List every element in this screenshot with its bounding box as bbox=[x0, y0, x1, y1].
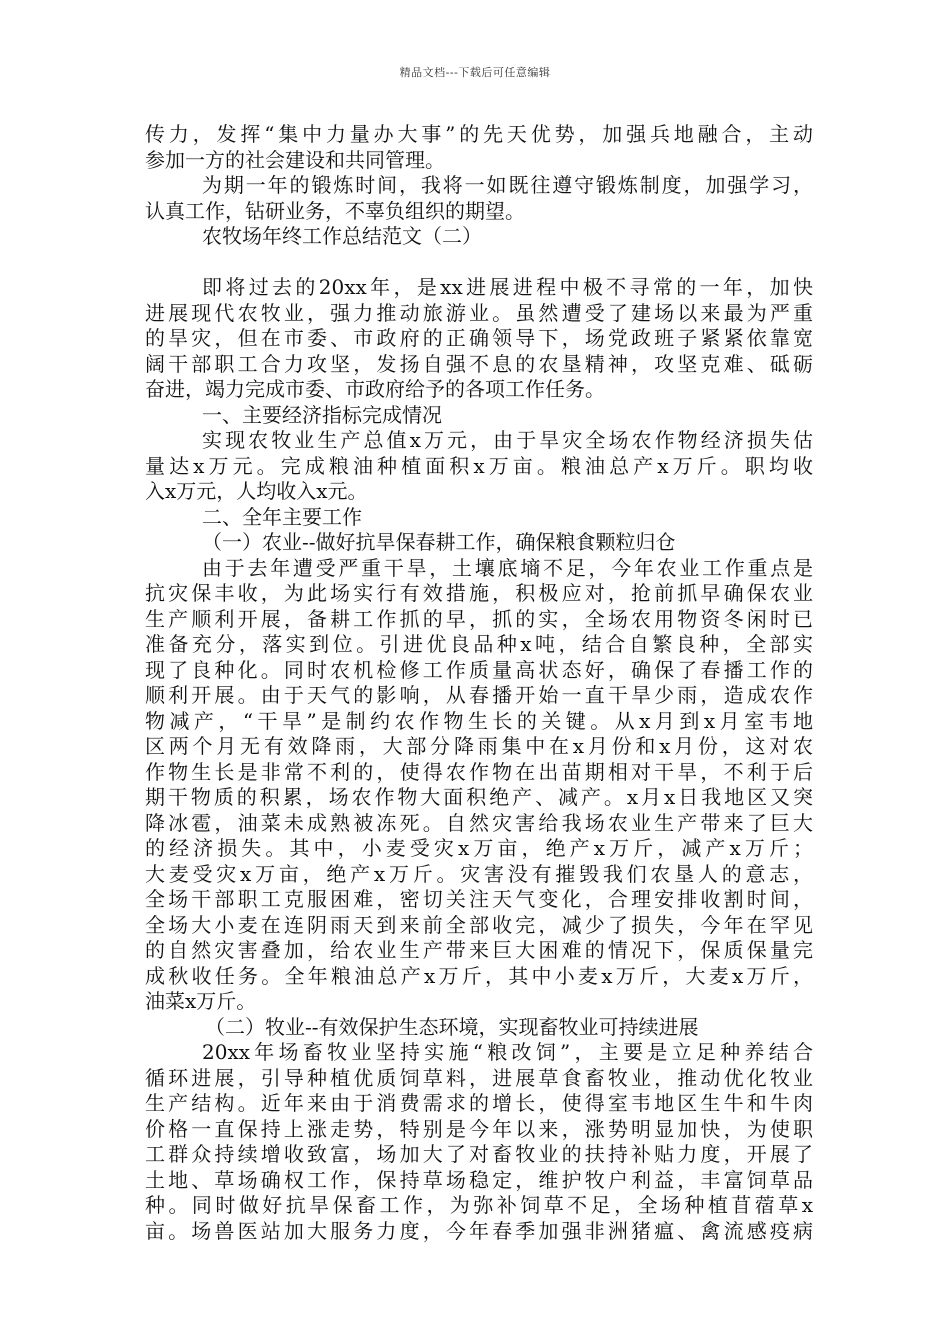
text-line: 全场大小麦在连阴雨天到来前全部收完，减少了损失，今年在罕见 bbox=[145, 912, 813, 937]
text-line: 期干物质的积累，场农作物大面积绝产、减产。x月x日我地区又突 bbox=[145, 785, 813, 809]
text-line: （二）牧业--有效保护生态环境，实现畜牧业可持续进展 bbox=[205, 1014, 699, 1039]
text-line: 降冰雹，油菜未成熟被冻死。自然灾害给我场农业生产带来了巨大 bbox=[145, 810, 813, 835]
text-line: 种。同时做好抗旱保畜工作，为弥补饲草不足，全场种植苜蓿草x bbox=[145, 1193, 813, 1217]
text-line: 价格一直保持上涨走势，特别是今年以来，涨势明显加快，为使职 bbox=[145, 1116, 813, 1141]
text-line: 认真工作，钻研业务，不辜负组织的期望。 bbox=[145, 198, 525, 223]
text-line: 土地、草场确权工作，保持草场稳定，维护牧户利益，丰富饲草品 bbox=[145, 1167, 813, 1192]
text-line: 抗灾保丰收，为此场实行有效措施，积极应对，抢前抓早确保农业 bbox=[145, 581, 813, 605]
text-line bbox=[145, 250, 813, 276]
text-line: 成秋收任务。全年粮油总产x万斤，其中小麦x万斤，大麦x万斤， bbox=[145, 963, 813, 988]
text-line: 区两个月无有效降雨，大部分降雨集中在x月份和x月份，这对农 bbox=[145, 734, 813, 758]
text-line: 循环进展，引导种植优质饲草料，进展草食畜牧业，推动优化牧业 bbox=[145, 1065, 813, 1090]
text-line: 入x万元，人均收入x元。 bbox=[145, 479, 368, 503]
text-line: 亩。场兽医站加大服务力度，今年春季加强非洲猪瘟、禽流感疫病 bbox=[145, 1218, 813, 1243]
text-line: 顺利开展。由于天气的影响，从春播开始一直干旱少雨，造成农作 bbox=[145, 683, 813, 707]
document-body bbox=[145, 122, 813, 1244]
text-line: 油菜x万斤。 bbox=[145, 989, 257, 1013]
text-line: 由于去年遭受严重干旱，土壤底墒不足，今年农业工作重点是 bbox=[202, 555, 813, 580]
text-line: 的旱灾，但在市委、市政府的正确领导下，场党政班子紧紧依靠宽 bbox=[145, 326, 813, 350]
text-line: 的自然灾害叠加，给农业生产带来巨大困难的情况下，保质保量完 bbox=[145, 938, 813, 962]
text-line: 生产顺利开展，备耕工作抓的早，抓的实，全场农用物资冬闲时已 bbox=[145, 606, 813, 631]
text-line: 现了良种化。同时农机检修工作质量高状态好，确保了春播工作的 bbox=[145, 657, 813, 682]
text-line: 全场干部职工克服困难，密切关注天气变化，合理安排收割时间， bbox=[145, 887, 813, 911]
text-line: （一）农业--做好抗旱保春耕工作，确保粮食颗粒归仓 bbox=[202, 530, 676, 554]
text-line: 为期一年的锻炼时间，我将一如既往遵守锻炼制度，加强学习， bbox=[202, 173, 813, 197]
text-line: 20xx年场畜牧业坚持实施“粮改饲”，主要是立足种养结合 bbox=[202, 1040, 813, 1064]
text-line: 生产结构。近年来由于消费需求的增长，使得室韦地区生牛和牛肉 bbox=[145, 1091, 813, 1115]
text-line: 参加一方的社会建设和共同管理。 bbox=[145, 147, 445, 172]
text-line: 的经济损失。其中，小麦受灾x万亩，绝产x万斤，减产x万斤； bbox=[145, 836, 813, 860]
page-header: 精品文档---下载后可任意编辑 bbox=[399, 66, 551, 79]
text-line: 传力，发挥“集中力量办大事”的先天优势，加强兵地融合，主动 bbox=[145, 122, 813, 146]
text-line: 农牧场年终工作总结范文（二） bbox=[202, 224, 482, 248]
text-line: 二、全年主要工作 bbox=[202, 504, 362, 529]
text-line: 即将过去的20xx年，是xx进展进程中极不寻常的一年，加快 bbox=[202, 275, 813, 299]
text-line: 物减产，“干旱”是制约农作物生长的关键。从x月到x月室韦地 bbox=[145, 708, 813, 733]
text-line: 大麦受灾x万亩，绝产x万斤。灾害没有摧毁我们农垦人的意志， bbox=[145, 861, 813, 886]
text-line: 准备充分，落实到位。引进优良品种x吨，结合自繁良种，全部实 bbox=[145, 632, 813, 656]
text-line: 量达x万元。完成粮油种植面积x万亩。粮油总产x万斤。职均收 bbox=[145, 453, 813, 478]
text-line: 工群众持续增收致富，场加大了对畜牧业的扶持补贴力度，开展了 bbox=[145, 1142, 813, 1166]
text-line: 一、主要经济指标完成情况 bbox=[202, 402, 442, 427]
text-line: 奋进，竭力完成市委、市政府给予的各项工作任务。 bbox=[145, 377, 605, 401]
text-line: 实现农牧业生产总值x万元，由于旱灾全场农作物经济损失估 bbox=[202, 428, 813, 452]
text-line: 作物生长是非常不利的，使得农作物在出苗期相对干旱，不利于后 bbox=[145, 759, 813, 784]
text-line: 进展现代农牧业，强力推动旅游业。虽然遭受了建场以来最为严重 bbox=[145, 300, 813, 325]
text-line: 阔干部职工合力攻坚，发扬自强不息的农垦精神，攻坚克难、砥砺 bbox=[145, 351, 813, 376]
